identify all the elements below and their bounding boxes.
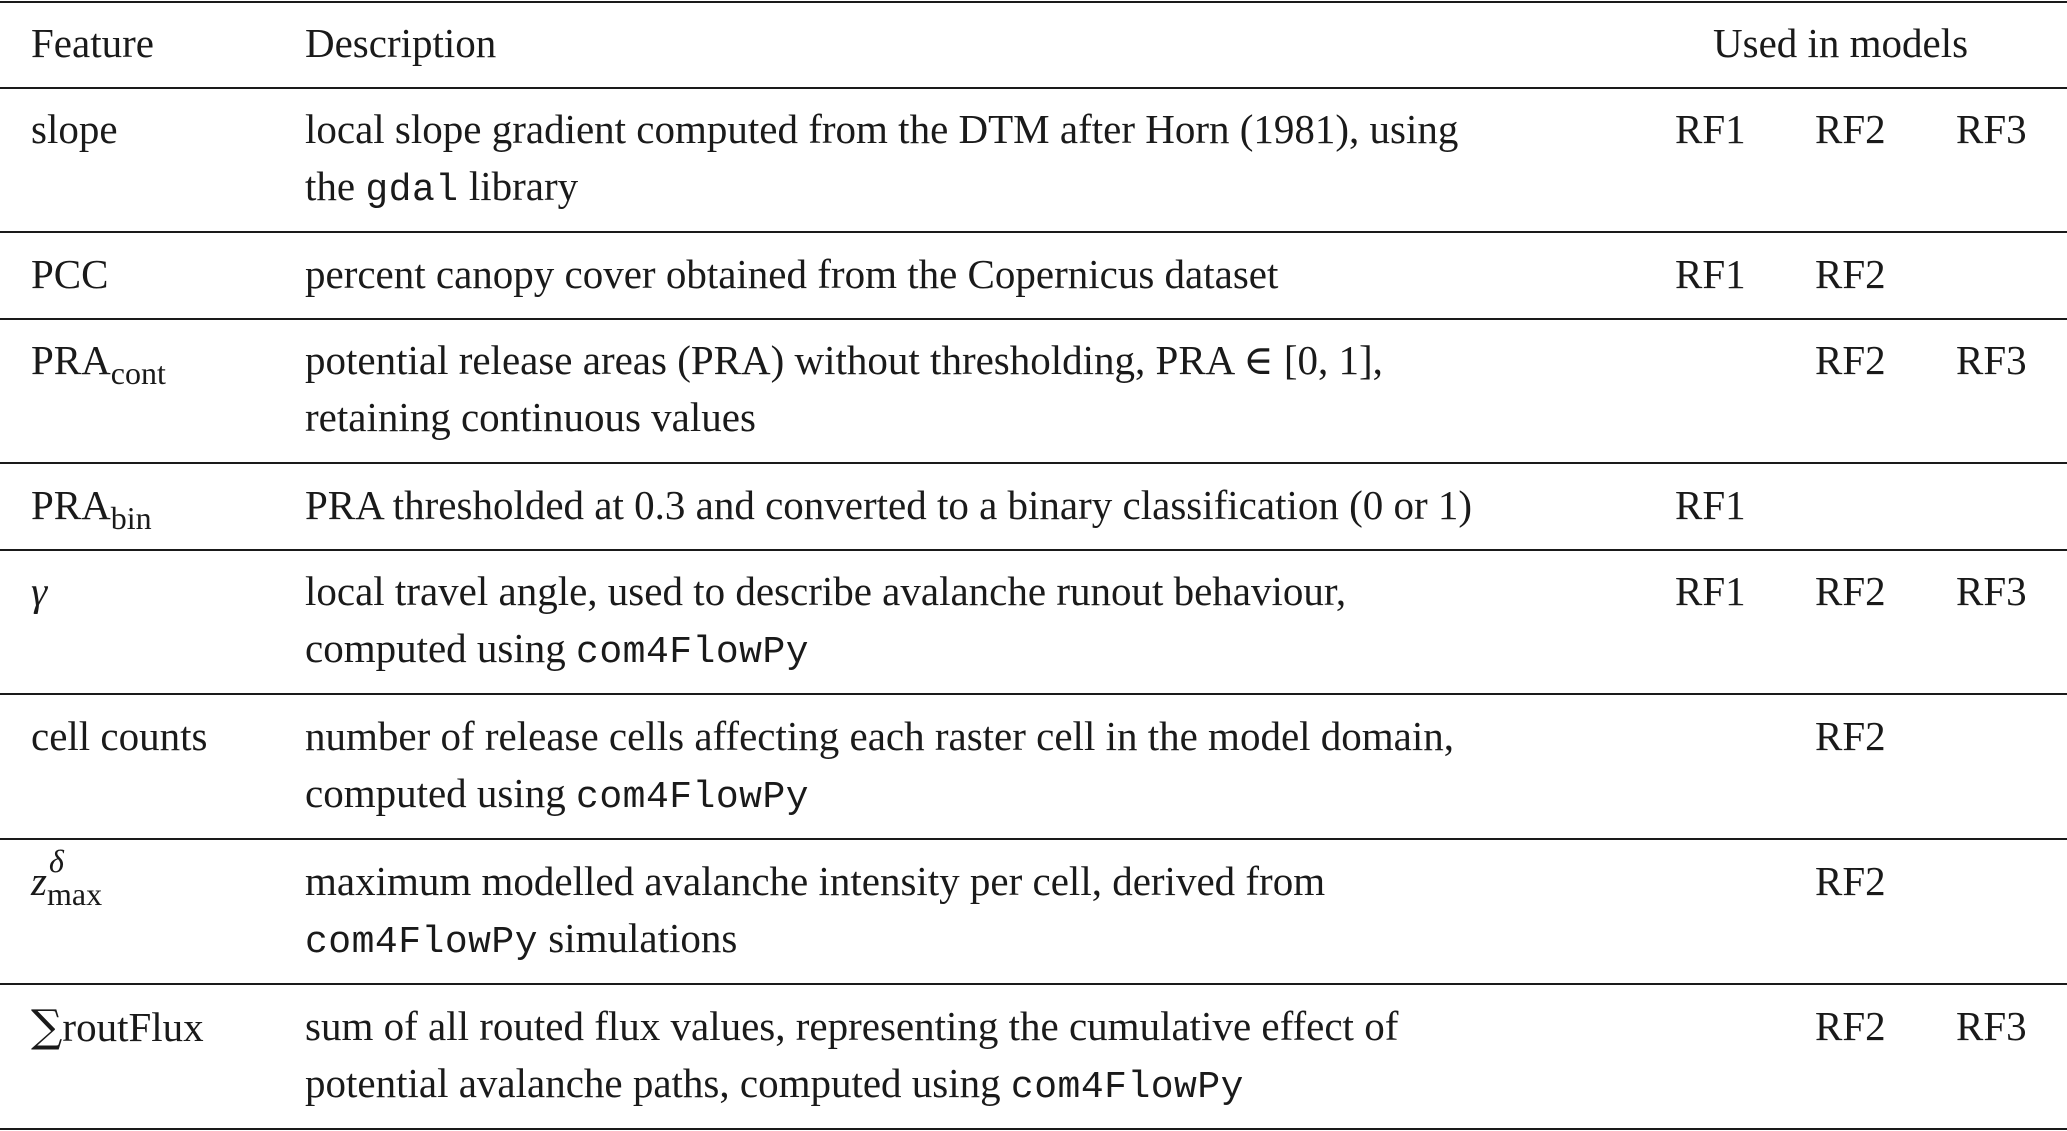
row-divider bbox=[0, 462, 2067, 464]
rf2-cell: RF2 bbox=[1815, 251, 1886, 297]
code-text: com4FlowPy bbox=[305, 921, 539, 964]
description-line: local travel angle, used to describe avalanche runout behaviour, bbox=[305, 568, 1347, 614]
feature-cell: ∑routFlux bbox=[31, 1001, 204, 1052]
rf3-cell: RF3 bbox=[1956, 1003, 2027, 1049]
rf2-cell: RF2 bbox=[1815, 337, 1886, 383]
header-rule bbox=[0, 87, 2067, 89]
description-line: local slope gradient computed from the DTM after Horn (1981), using bbox=[305, 106, 1459, 152]
bottom-rule bbox=[0, 1128, 2067, 1130]
feature-subscript: cont bbox=[110, 355, 166, 391]
rf3-cell: RF3 bbox=[1956, 568, 2027, 614]
top-rule bbox=[0, 1, 2067, 3]
header-used-in-models: Used in models bbox=[1713, 20, 1969, 66]
feature-cell: slope bbox=[31, 106, 118, 152]
rf1-cell: RF1 bbox=[1675, 482, 1746, 528]
code-text: com4FlowPy bbox=[576, 776, 810, 819]
feature-cell: $PRA_{bin}$ bbox=[31, 482, 152, 536]
rf2-cell: RF2 bbox=[1815, 858, 1886, 904]
description-line: computed using com4FlowPy bbox=[305, 625, 810, 674]
feature-cell: z δ max bbox=[31, 853, 135, 910]
rf1-cell: RF1 bbox=[1675, 568, 1746, 614]
header-feature: Feature bbox=[31, 20, 154, 66]
description-line: percent canopy cover obtained from the Copernicus dataset bbox=[305, 251, 1279, 297]
description-line: com4FlowPy simulations bbox=[305, 915, 738, 964]
row-divider bbox=[0, 693, 2067, 695]
feature-subscript: max bbox=[46, 876, 103, 912]
description-line: potential release areas (PRA) without thresholding, PRA ∈ [0, 1], bbox=[305, 337, 1383, 383]
description-line: maximum modelled avalanche intensity per cell, derived from bbox=[305, 858, 1326, 904]
code-text: com4FlowPy bbox=[1010, 1066, 1244, 1109]
rf1-cell: RF1 bbox=[1675, 251, 1746, 297]
rf2-cell: RF2 bbox=[1815, 713, 1886, 759]
feature-cell: PCC bbox=[31, 251, 109, 297]
rf3-cell: RF3 bbox=[1956, 106, 2027, 152]
feature-superscript: δ bbox=[48, 843, 64, 879]
description-line: retaining continuous values bbox=[305, 394, 756, 440]
feature-cell: γ bbox=[31, 568, 48, 614]
row-divider bbox=[0, 983, 2067, 985]
rf2-cell: RF2 bbox=[1815, 568, 1886, 614]
feature-cell: cell counts bbox=[31, 713, 208, 759]
row-divider bbox=[0, 318, 2067, 320]
code-text: gdal bbox=[365, 169, 459, 212]
description-line: potential avalanche paths, computed using com4FlowPy bbox=[305, 1060, 1244, 1109]
description-line: computed using com4FlowPy bbox=[305, 770, 810, 819]
row-divider bbox=[0, 838, 2067, 840]
rf2-cell: RF2 bbox=[1815, 1003, 1886, 1049]
rf1-cell: RF1 bbox=[1675, 106, 1746, 152]
summation-sign: ∑ bbox=[31, 1001, 63, 1052]
row-divider bbox=[0, 231, 2067, 233]
description-line: PRA thresholded at 0.3 and converted to a binary classification (0 or 1) bbox=[305, 482, 1473, 528]
feature-cell: $PRA_{cont}$ bbox=[31, 337, 166, 391]
description-line: number of release cells affecting each raster cell in the model domain, bbox=[305, 713, 1455, 759]
rf3-cell: RF3 bbox=[1956, 337, 2027, 383]
feature-subscript: bin bbox=[110, 500, 152, 536]
rf2-cell: RF2 bbox=[1815, 106, 1886, 152]
description-line: the gdal library bbox=[305, 163, 579, 212]
description-line: sum of all routed flux values, representing the cumulative effect of bbox=[305, 1003, 1399, 1049]
header-description: Description bbox=[305, 20, 497, 66]
code-text: com4FlowPy bbox=[576, 631, 810, 674]
row-divider bbox=[0, 549, 2067, 551]
